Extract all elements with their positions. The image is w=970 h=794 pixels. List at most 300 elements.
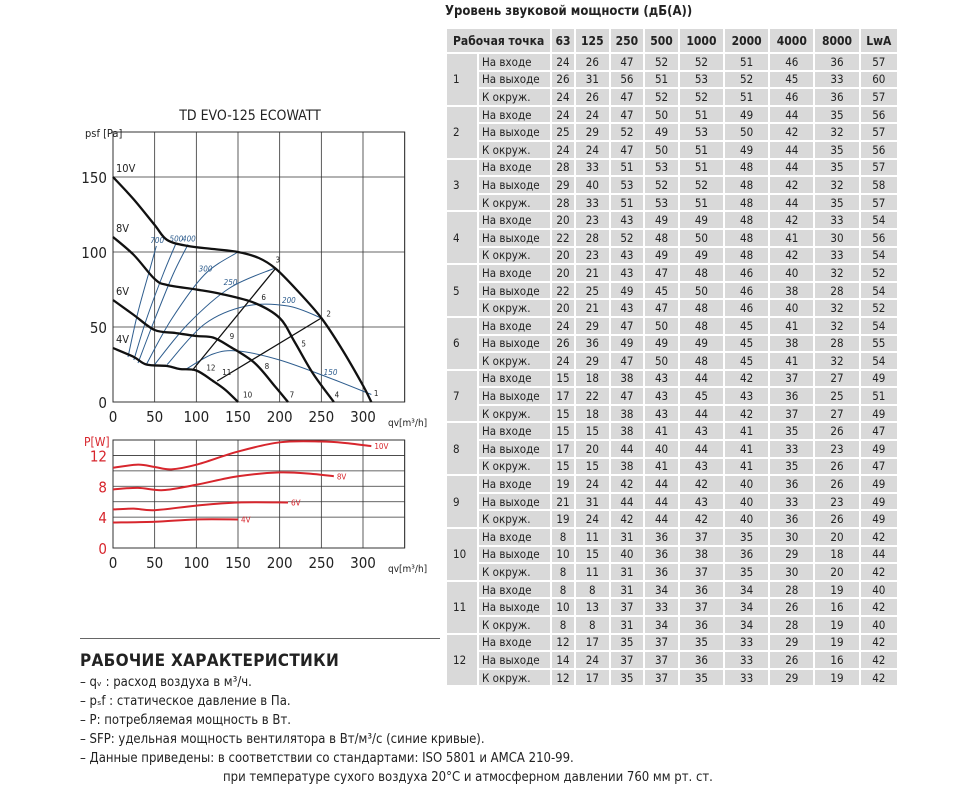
x-tick-label: 50	[146, 554, 164, 572]
table-cell: 42	[610, 510, 645, 528]
table-cell: 43	[679, 422, 724, 440]
row-label: На выходе	[478, 229, 551, 247]
operating-point-id: 4	[446, 211, 478, 264]
series-label: 4V	[116, 333, 130, 346]
table-cell: 49	[610, 282, 645, 300]
table-cell: 20	[551, 211, 575, 229]
table-cell: 37	[644, 634, 679, 652]
table-cell: 58	[860, 176, 898, 194]
column-header: 4000	[769, 28, 814, 53]
table-cell: 38	[769, 282, 814, 300]
operating-point-id: 8	[446, 422, 478, 475]
series-label: 8V	[116, 222, 130, 235]
table-cell: 36	[644, 563, 679, 581]
table-cell: 36	[814, 88, 859, 106]
table-cell: 40	[860, 616, 898, 634]
sfp-curve-700	[128, 246, 156, 357]
table-cell: 47	[610, 352, 645, 370]
table-cell: 42	[769, 211, 814, 229]
table-cell: 24	[575, 475, 610, 493]
table-cell: 52	[679, 88, 724, 106]
operating-point-id: 5	[446, 264, 478, 317]
row-label: К окруж.	[478, 563, 551, 581]
table-cell: 33	[724, 634, 769, 652]
table-cell: 33	[724, 669, 769, 687]
table-cell: 52	[644, 88, 679, 106]
column-header: 250	[610, 28, 645, 53]
table-cell: 26	[551, 335, 575, 353]
pressure-curve-6V	[113, 300, 288, 402]
table-cell: 48	[724, 229, 769, 247]
table-cell: 53	[679, 71, 724, 89]
table-cell: 37	[610, 651, 645, 669]
table-cell: 40	[610, 546, 645, 564]
table-cell: 33	[814, 71, 859, 89]
table-cell: 20	[575, 440, 610, 458]
table-cell: 42	[860, 669, 898, 687]
y-tick-label: 8	[98, 478, 107, 497]
row-label: К окруж.	[478, 88, 551, 106]
power-curve-4V	[113, 519, 238, 522]
table-cell: 16	[814, 651, 859, 669]
table-cell: 26	[575, 88, 610, 106]
table-cell: 11	[575, 528, 610, 546]
table-cell: 51	[679, 106, 724, 124]
y-tick-label: 4	[98, 509, 107, 528]
table-row	[446, 53, 898, 71]
table-cell: 29	[769, 546, 814, 564]
table-cell: 57	[860, 88, 898, 106]
table-row	[446, 88, 898, 106]
table-cell: 40	[575, 176, 610, 194]
table-cell: 47	[610, 317, 645, 335]
table-row	[446, 71, 898, 89]
table-cell: 15	[575, 422, 610, 440]
table-cell: 37	[679, 563, 724, 581]
y-axis-label: P[W]	[84, 435, 110, 449]
table-cell: 37	[679, 528, 724, 546]
table-cell: 28	[814, 335, 859, 353]
table-cell: 37	[769, 370, 814, 388]
column-header: 500	[644, 28, 679, 53]
table-cell: 45	[644, 282, 679, 300]
table-cell: 41	[724, 422, 769, 440]
table-cell: 13	[575, 598, 610, 616]
table-cell: 42	[769, 176, 814, 194]
table-cell: 43	[679, 493, 724, 511]
table-cell: 8	[551, 581, 575, 599]
table-cell: 18	[814, 546, 859, 564]
table-cell: 36	[644, 546, 679, 564]
table-cell: 48	[679, 352, 724, 370]
table-cell: 35	[679, 669, 724, 687]
table-cell: 23	[575, 247, 610, 265]
operating-point-label: 1	[373, 389, 379, 398]
table-cell: 44	[644, 510, 679, 528]
table-cell: 48	[724, 159, 769, 177]
y-tick-label: 12	[89, 447, 107, 466]
table-cell: 32	[814, 123, 859, 141]
table-cell: 35	[769, 422, 814, 440]
table-cell: 27	[814, 405, 859, 423]
table-cell: 49	[860, 493, 898, 511]
table-cell: 40	[860, 581, 898, 599]
operating-point-id: 10	[446, 528, 478, 581]
table-cell: 50	[724, 123, 769, 141]
table-cell: 36	[724, 546, 769, 564]
table-cell: 40	[644, 440, 679, 458]
table-cell: 15	[551, 370, 575, 388]
table-cell: 45	[679, 387, 724, 405]
table-cell: 40	[769, 264, 814, 282]
table-cell: 46	[769, 53, 814, 71]
table-cell: 11	[575, 563, 610, 581]
table-row	[446, 546, 898, 564]
sfp-curve-label: 400	[182, 234, 196, 244]
table-cell: 54	[860, 352, 898, 370]
table-cell: 49	[860, 510, 898, 528]
divider	[80, 638, 440, 639]
x-tick-label: 250	[308, 554, 335, 572]
table-cell: 52	[679, 53, 724, 71]
row-label: На выходе	[478, 440, 551, 458]
row-label: На выходе	[478, 123, 551, 141]
table-row	[446, 634, 898, 652]
table-cell: 36	[679, 651, 724, 669]
table-row	[446, 598, 898, 616]
table-cell: 56	[860, 141, 898, 159]
table-cell: 19	[814, 616, 859, 634]
table-cell: 33	[814, 211, 859, 229]
table-cell: 14	[551, 651, 575, 669]
column-header: 1000	[679, 28, 724, 53]
table-cell: 31	[575, 71, 610, 89]
table-cell: 27	[814, 370, 859, 388]
table-cell: 45	[769, 71, 814, 89]
x-tick-label: 100	[183, 554, 210, 572]
pressure-curve-4V	[113, 348, 238, 402]
table-cell: 47	[610, 88, 645, 106]
table-cell: 57	[860, 53, 898, 71]
table-cell: 29	[575, 317, 610, 335]
series-label: 6V	[291, 498, 301, 508]
table-cell: 35	[610, 669, 645, 687]
table-cell: 54	[860, 211, 898, 229]
table-cell: 43	[644, 405, 679, 423]
table-cell: 48	[679, 299, 724, 317]
table-cell: 30	[769, 528, 814, 546]
sfp-curve-label: 700	[150, 236, 165, 245]
operating-point-id: 12	[446, 634, 478, 687]
table-cell: 10	[551, 546, 575, 564]
table-cell: 31	[610, 528, 645, 546]
table-row	[446, 335, 898, 353]
table-cell: 51	[644, 71, 679, 89]
table-cell: 53	[679, 123, 724, 141]
table-cell: 60	[860, 71, 898, 89]
table-cell: 8	[575, 581, 610, 599]
table-cell: 41	[724, 440, 769, 458]
table-cell: 17	[575, 669, 610, 687]
column-header: 2000	[724, 28, 769, 53]
table-cell: 35	[814, 159, 859, 177]
plot-frame	[113, 440, 405, 548]
x-axis-label: qv[m³/h]	[388, 564, 428, 575]
table-row	[446, 211, 898, 229]
table-row	[446, 194, 898, 212]
table-cell: 49	[679, 211, 724, 229]
table-cell: 52	[724, 71, 769, 89]
row-label: На выходе	[478, 335, 551, 353]
table-row	[446, 352, 898, 370]
power-curve-6V	[113, 502, 288, 510]
table-cell: 43	[610, 211, 645, 229]
table-cell: 49	[679, 247, 724, 265]
table-cell: 32	[814, 317, 859, 335]
table-cell: 35	[814, 141, 859, 159]
table-cell: 47	[860, 422, 898, 440]
table-cell: 42	[610, 475, 645, 493]
table-cell: 28	[769, 581, 814, 599]
sfp-curve-150	[186, 351, 371, 395]
table-cell: 28	[575, 229, 610, 247]
operating-point-id: 11	[446, 581, 478, 634]
operating-point-label: 7	[289, 390, 295, 400]
table-cell: 8	[551, 563, 575, 581]
table-cell: 21	[575, 264, 610, 282]
table-cell: 54	[860, 282, 898, 300]
table-cell: 44	[769, 194, 814, 212]
sound-power-table	[445, 27, 899, 687]
sfp-curve-400	[138, 245, 188, 364]
x-tick-label: 150	[225, 554, 251, 572]
table-cell: 44	[679, 440, 724, 458]
column-header: 125	[575, 28, 610, 53]
table-cell: 42	[860, 528, 898, 546]
row-label: На входе	[478, 53, 551, 71]
table-cell: 48	[724, 211, 769, 229]
table-cell: 44	[610, 440, 645, 458]
row-label: К окруж.	[478, 458, 551, 476]
table-cell: 51	[724, 53, 769, 71]
table-cell: 48	[679, 264, 724, 282]
row-label: К окруж.	[478, 405, 551, 423]
operating-point-label: 3	[275, 255, 281, 265]
table-cell: 37	[644, 669, 679, 687]
row-label: На входе	[478, 317, 551, 335]
table-cell: 34	[644, 616, 679, 634]
table-cell: 38	[769, 335, 814, 353]
operating-point-id: 1	[446, 53, 478, 106]
operating-point-label: 2	[326, 309, 331, 319]
table-cell: 28	[769, 616, 814, 634]
table-row	[446, 493, 898, 511]
table-cell: 35	[679, 634, 724, 652]
sfp-curve-250	[155, 269, 274, 365]
table-cell: 56	[860, 229, 898, 247]
column-header: 8000	[814, 28, 859, 53]
table-cell: 26	[814, 458, 859, 476]
table-cell: 17	[551, 387, 575, 405]
table-cell: 52	[644, 176, 679, 194]
table-cell: 38	[610, 405, 645, 423]
table-cell: 29	[575, 123, 610, 141]
table-cell: 49	[724, 141, 769, 159]
table-cell: 15	[551, 422, 575, 440]
table-cell: 42	[769, 247, 814, 265]
table-cell: 29	[575, 352, 610, 370]
table-cell: 30	[814, 229, 859, 247]
table-cell: 36	[769, 475, 814, 493]
table-cell: 24	[575, 141, 610, 159]
table-row	[446, 563, 898, 581]
table-cell: 44	[769, 106, 814, 124]
table-cell: 31	[610, 616, 645, 634]
notes	[80, 652, 713, 787]
operating-point-label: 4	[334, 390, 340, 400]
table-cell: 31	[610, 581, 645, 599]
table-cell: 43	[679, 458, 724, 476]
table-cell: 51	[679, 194, 724, 212]
table-cell: 43	[610, 247, 645, 265]
table-row	[446, 458, 898, 476]
table-cell: 12	[551, 669, 575, 687]
table-cell: 46	[724, 299, 769, 317]
x-tick-label: 250	[308, 408, 335, 426]
table-cell: 42	[860, 634, 898, 652]
table-cell: 36	[769, 387, 814, 405]
y-tick-label: 0	[98, 540, 107, 558]
note-item: – SFP: удельная мощность вентилятора в Вт/м³/с (синие кривые).	[80, 732, 485, 747]
table-cell: 19	[814, 634, 859, 652]
row-label: На выходе	[478, 71, 551, 89]
table-cell: 56	[860, 106, 898, 124]
table-cell: 46	[724, 282, 769, 300]
x-tick-label: 200	[266, 408, 293, 426]
table-cell: 35	[814, 194, 859, 212]
table-cell: 42	[679, 475, 724, 493]
table-row	[446, 370, 898, 388]
table-cell: 47	[610, 53, 645, 71]
table-cell: 49	[679, 335, 724, 353]
table-cell: 24	[575, 106, 610, 124]
table-cell: 31	[610, 563, 645, 581]
table-cell: 43	[644, 370, 679, 388]
table-row	[446, 422, 898, 440]
row-label: На выходе	[478, 651, 551, 669]
table-cell: 21	[551, 493, 575, 511]
row-label: На выходе	[478, 176, 551, 194]
table-cell: 44	[679, 370, 724, 388]
row-label: На входе	[478, 422, 551, 440]
table-cell: 52	[610, 229, 645, 247]
table-cell: 56	[610, 71, 645, 89]
operating-point-label: 9	[229, 332, 235, 341]
table-cell: 51	[860, 387, 898, 405]
table-cell: 15	[551, 405, 575, 423]
table-cell: 40	[724, 493, 769, 511]
row-label: К окруж.	[478, 510, 551, 528]
table-cell: 42	[724, 405, 769, 423]
table-cell: 32	[814, 264, 859, 282]
operating-point-label: 8	[264, 362, 270, 371]
table-cell: 24	[551, 53, 575, 71]
table-cell: 51	[724, 88, 769, 106]
charts	[0, 0, 445, 640]
operating-point-label: 12	[206, 363, 216, 373]
x-tick-label: 0	[108, 408, 118, 426]
table-cell: 20	[551, 247, 575, 265]
table-cell: 35	[610, 634, 645, 652]
table-cell: 51	[610, 194, 645, 212]
table-cell: 15	[551, 458, 575, 476]
table-cell: 35	[724, 563, 769, 581]
table-cell: 24	[551, 352, 575, 370]
table-cell: 29	[769, 634, 814, 652]
table-cell: 25	[551, 123, 575, 141]
table-row	[446, 405, 898, 423]
row-label: На входе	[478, 370, 551, 388]
table-cell: 51	[679, 141, 724, 159]
table-cell: 49	[860, 475, 898, 493]
table-cell: 43	[644, 387, 679, 405]
table-cell: 23	[575, 211, 610, 229]
table-cell: 31	[575, 493, 610, 511]
table-cell: 38	[679, 546, 724, 564]
table-cell: 34	[724, 616, 769, 634]
table-cell: 29	[551, 176, 575, 194]
table-cell: 24	[551, 141, 575, 159]
table-cell: 19	[551, 475, 575, 493]
table-cell: 53	[644, 159, 679, 177]
table-row	[446, 475, 898, 493]
operating-point-id: 3	[446, 159, 478, 212]
table-cell: 40	[724, 510, 769, 528]
table-cell: 26	[575, 53, 610, 71]
note-item: – qᵥ : расход воздуха в м³/ч.	[80, 675, 252, 690]
column-header: Рабочая точка	[446, 28, 551, 53]
table-cell: 57	[860, 123, 898, 141]
operating-point-id: 7	[446, 370, 478, 423]
table-cell: 48	[679, 317, 724, 335]
table-cell: 38	[610, 422, 645, 440]
row-label: К окруж.	[478, 669, 551, 687]
table-row	[446, 387, 898, 405]
table-cell: 52	[644, 53, 679, 71]
table-cell: 41	[644, 458, 679, 476]
row-label: На выходе	[478, 598, 551, 616]
table-cell: 48	[724, 247, 769, 265]
table-cell: 44	[679, 405, 724, 423]
sfp-curve-label: 150	[323, 368, 338, 377]
row-label: На входе	[478, 528, 551, 546]
table-row	[446, 440, 898, 458]
row-label: На выходе	[478, 387, 551, 405]
table-cell: 34	[644, 581, 679, 599]
table-cell: 42	[769, 123, 814, 141]
table-cell: 52	[679, 176, 724, 194]
table-cell: 44	[644, 475, 679, 493]
table-cell: 40	[724, 475, 769, 493]
table-cell: 29	[769, 669, 814, 687]
row-label: К окруж.	[478, 616, 551, 634]
sfp-curve-300	[146, 252, 238, 365]
x-tick-label: 50	[146, 408, 164, 426]
series-label: 10V	[116, 162, 136, 175]
x-tick-label: 0	[108, 554, 118, 572]
table-cell: 54	[860, 247, 898, 265]
sfp-curve-label: 500	[169, 234, 184, 244]
